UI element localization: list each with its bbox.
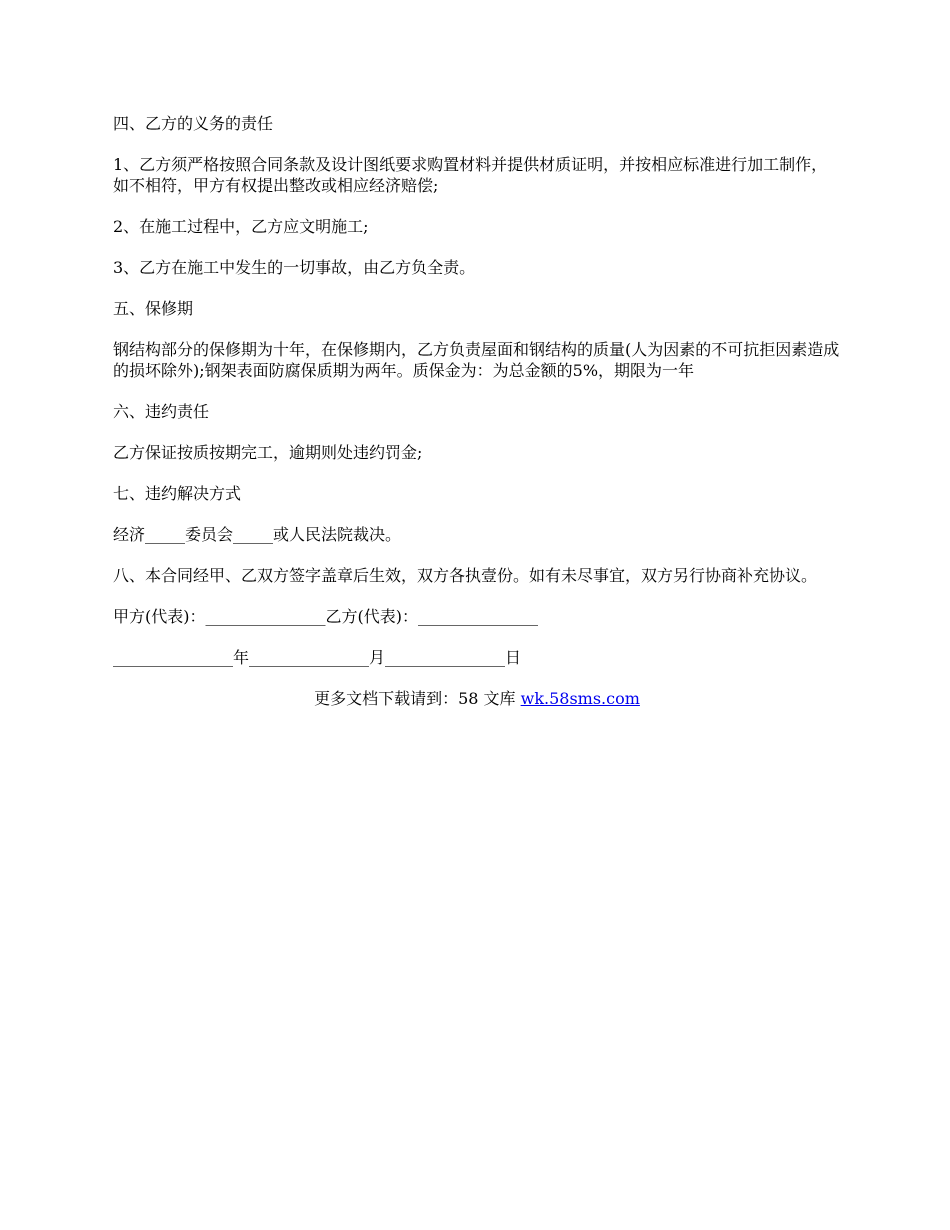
section-heading-obligations: 四、乙方的义务的责任 [113, 114, 274, 133]
signature-line: 甲方(代表)：_______________乙方(代表)：_______________ [113, 607, 538, 626]
clause-breach-penalty: 乙方保证按质按期完工，逾期则处违约罚金; [113, 443, 423, 462]
clause-accident-liability: 3、乙方在施工中发生的一切事故，由乙方负全责。 [113, 258, 476, 277]
date-line: _______________年_______________月_______________日 [113, 648, 522, 667]
document-body [113, 113, 841, 709]
footer-link[interactable]: wk.58sms.com [520, 689, 640, 708]
clause-effectiveness: 八、本合同经甲、乙双方签字盖章后生效，双方各执壹份。如有未尽事宜，双方另行协商补充协议。 [113, 566, 818, 585]
download-footer [113, 688, 841, 709]
clause-materials: 1、乙方须严格按照合同条款及设计图纸要求购置材料并提供材质证明，并按相应标准进行加工制作，如不相符，甲方有权提出整改或相应经济赔偿; [113, 155, 828, 195]
section-heading-dispute: 七、违约解决方式 [113, 484, 242, 503]
footer-text: 更多文档下载请到：58 文库 [314, 689, 521, 708]
clause-civilized-construction: 2、在施工过程中，乙方应文明施工; [113, 217, 369, 236]
section-heading-warranty: 五、保修期 [113, 299, 194, 318]
section-heading-breach: 六、违约责任 [113, 402, 210, 421]
clause-dispute-resolution: 经济_____委员会_____或人民法院裁决。 [113, 525, 402, 544]
clause-warranty-period: 钢结构部分的保修期为十年，在保修期内，乙方负责屋面和钢结构的质量(人为因素的不可抗拒因素造成的损坏除外);钢架表面防腐保质期为两年。质保金为：为总金额的5%，期限为一年 [113, 340, 840, 380]
